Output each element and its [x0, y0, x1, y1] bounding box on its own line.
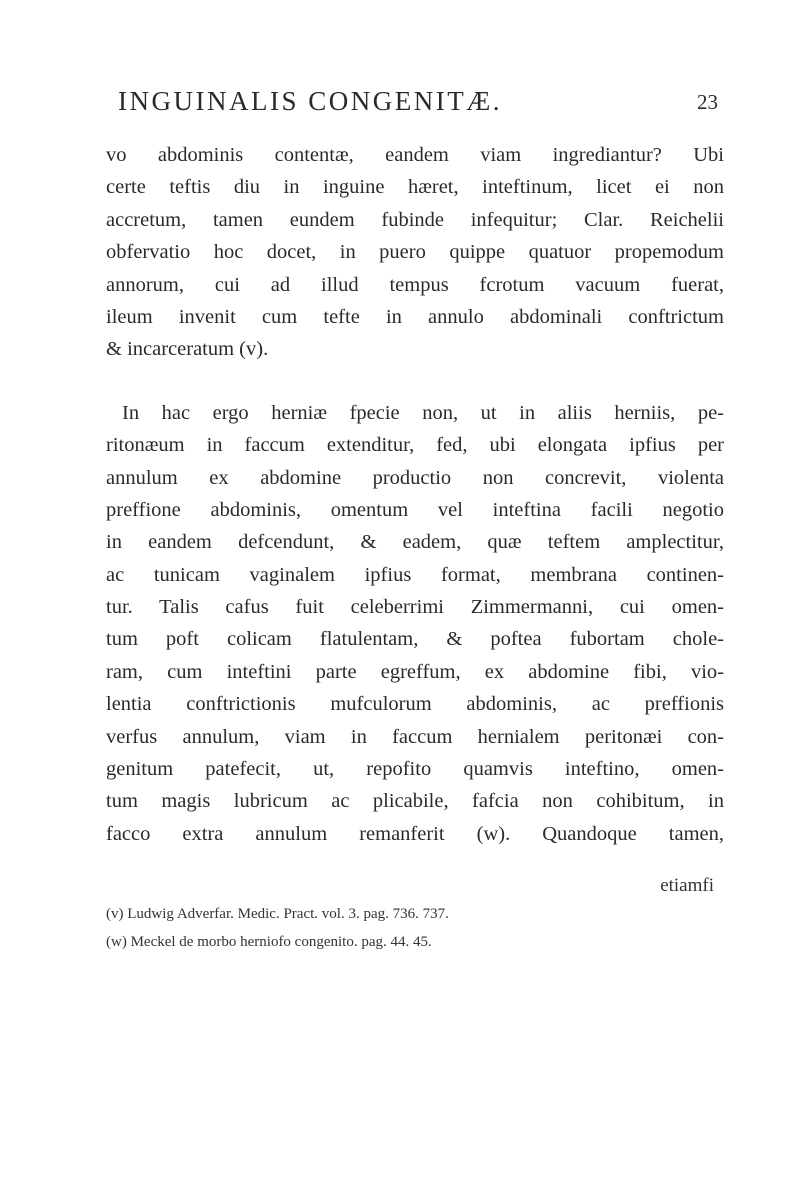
text-line: annulum ex abdomine productio non concrevit, violenta	[106, 466, 724, 489]
text-line: tum magis lubricum ac plicabile, fafcia non cohibitum, in	[106, 790, 724, 813]
text-line: vo abdominis contentæ, eandem viam ingrediantur? Ubi	[106, 144, 724, 166]
text-line: obfervatio hoc docet, in puero quippe quatuor propemodum	[106, 241, 724, 264]
running-title: INGUINALIS CONGENITÆ.	[118, 86, 502, 116]
text-line: preffione abdominis, omentum vel inteftina facili negotio	[106, 498, 724, 521]
text-line: ritonæum in faccum extenditur, fed, ubi elongata ipfius per	[106, 434, 724, 457]
text-line: tum poft colicam flatulentam, & poftea fubortam chole-	[106, 628, 724, 651]
text-line: ac tunicam vaginalem ipfius format, membrana continen-	[106, 563, 724, 586]
text-line: genitum patefecit, ut, repofito quamvis inteftino, omen-	[106, 758, 724, 781]
paragraph-1	[106, 139, 724, 366]
text-line: ram, cum inteftini parte egreffum, ex abdomine fibi, vio-	[106, 660, 724, 683]
text-line: certe teftis diu in inguine hæret, inteftinum, licet ei non	[106, 176, 724, 199]
footnote: (w) Meckel de morbo herniofo congenito. pag. 44. 45.	[106, 934, 432, 950]
text-line: In hac ergo herniæ fpecie non, ut in aliis herniis, pe-	[122, 401, 724, 424]
text-line: in eandem defcendunt, & eadem, quæ teftem amplectitur,	[106, 531, 724, 554]
paragraph-gap	[106, 366, 724, 397]
text-line: & incarceratum (v).	[106, 338, 269, 361]
text-line: verfus annulum, viam in faccum hernialem peritonæi con-	[106, 725, 724, 748]
text-line: accretum, tamen eundem fubinde infequitur; Clar. Reichelii	[106, 208, 724, 231]
page-number: 23	[697, 90, 718, 114]
paragraph-2	[106, 397, 724, 850]
text-line: tur. Talis cafus fuit celeberrimi Zimmermanni, cui omen-	[106, 596, 724, 619]
footnote: (v) Ludwig Adverfar. Medic. Pract. vol. 3. pag. 736. 737.	[106, 906, 449, 922]
running-header	[118, 86, 718, 122]
text-line: annorum, cui ad illud tempus fcrotum vacuum fuerat,	[106, 273, 724, 296]
text-line: ileum invenit cum tefte in annulo abdominali conftrictum	[106, 305, 724, 328]
text-line: facco extra annulum remanferit (w). Quandoque tamen,	[106, 822, 724, 845]
body-text	[106, 139, 724, 850]
text-line: lentia conftrictionis mufculorum abdominis, ac preffionis	[106, 693, 724, 716]
catchword: etiamfi	[660, 875, 714, 896]
footnotes	[106, 872, 724, 956]
